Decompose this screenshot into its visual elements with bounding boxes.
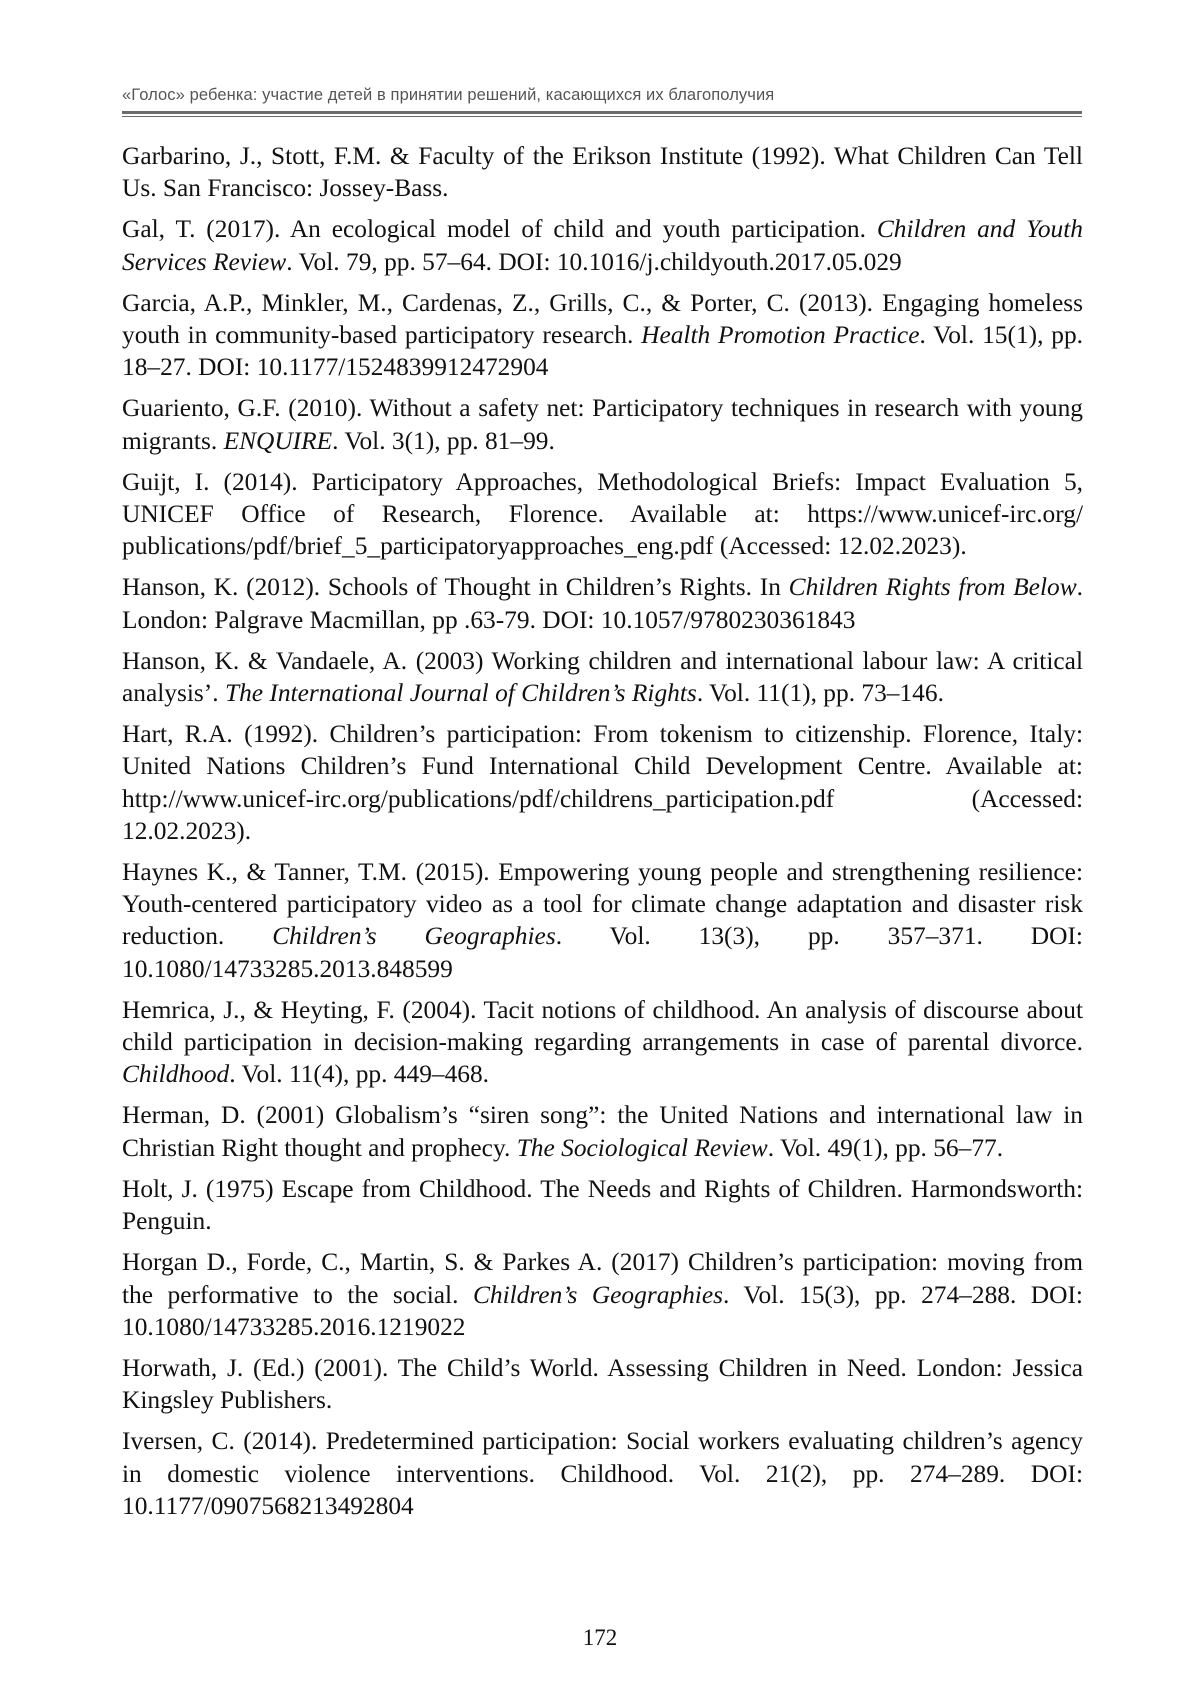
journal-title: Children’s Geographies xyxy=(472,1280,723,1309)
reference-entry xyxy=(122,1173,1083,1237)
journal-title: The Sociological Review xyxy=(516,1133,768,1162)
journal-title: Children Rights from Below xyxy=(788,573,1077,602)
reference-entry xyxy=(122,718,1083,847)
reference-details: . Vol. 15(3), pp. 274–288. DOI: 10.1080/14733285.2016.1219022 xyxy=(122,1280,1083,1341)
reference-text: Horwath, J. (Ed.) (2001). The Child’s World. Assessing Children in Need. London: Jessica Kingsley Publishers. xyxy=(122,1353,1083,1415)
reference-text: Hemrica, J., & Heyting, F. (2004). Tacit notions of childhood. An analysis of discourse about child participation in decision-making regarding arrangements in case of parental divorce. xyxy=(122,995,1083,1057)
reference-entry xyxy=(122,287,1083,384)
reference-text: Hanson, K. (2012). Schools of Thought in Children’s Rights. In xyxy=(122,573,789,602)
header-rule xyxy=(122,111,1082,114)
reference-entry xyxy=(122,994,1083,1091)
reference-text: Garbarino, J., Stott, F.M. & Faculty of the Erikson Institute (1992). What Children Can Tell Us. San Francisco: Jossey-Bass. xyxy=(122,142,1083,203)
reference-text: Horgan D., Forde, C., Martin, S. & Parkes A. (2017) Children’s participation: moving from the performative to the social. xyxy=(122,1248,1083,1309)
journal-title: Health Promotion Practice xyxy=(641,321,920,350)
reference-text: Guijt, I. (2014). Participatory Approaches, Methodological Briefs: Impact Evaluation 5, UNICEF Office of Research, Florence. Available at: https://www.unicef-irc.org/ publications/pdf/brief_5_participatoryapproaches_eng.pdf (Accessed: 12.02.2023). xyxy=(122,467,1083,561)
reference-details: . Vol. 49(1), pp. 56–77. xyxy=(767,1133,1004,1162)
reference-list xyxy=(122,140,1083,1531)
reference-text: Hart, R.A. (1992). Children’s participation: From tokenism to citizenship. Florence, Italy: United Nations Children’s Fund International Child Development Centre. Available at: http://www.unicef-irc.org/publications/pdf/childrens_participation.pdf (Accessed: 12.02.2023). xyxy=(122,720,1083,845)
reference-text: Iversen, C. (2014). Predetermined participation: Social workers evaluating children’s agency in domestic violence interventions. Childhood. Vol. 21(2), pp. 274–289. DOI: 10.1177/0907568213492804 xyxy=(122,1427,1083,1520)
reference-entry xyxy=(122,392,1083,456)
reference-entry xyxy=(122,1099,1083,1163)
journal-title: The International Journal of Children’s Rights xyxy=(224,679,697,708)
reference-details: . Vol. 3(1), pp. 81–99. xyxy=(332,426,555,455)
running-header: «Голос» ребенка: участие детей в принятии решений, касающихся их благополучия xyxy=(122,86,775,104)
reference-entry xyxy=(122,571,1083,635)
reference-details: . Vol. 11(1), pp. 73–146. xyxy=(696,679,944,708)
reference-text: Herman, D. (2001) Globalism’s “siren song”: the United Nations and international law in Christian Right thought and prophecy. xyxy=(122,1101,1083,1162)
reference-entry xyxy=(122,466,1083,563)
reference-entry xyxy=(122,645,1083,709)
reference-text: Gal, T. (2017). An ecological model of child and youth participation. xyxy=(122,215,877,244)
reference-text: Haynes K., & Tanner, T.M. (2015). Empowering young people and strengthening resilience: Youth-centered participatory video as a tool for climate change adaptation and disaster risk reduction. xyxy=(122,858,1083,951)
reference-details: . Vol. 15(1), pp. 18–27. DOI: 10.1177/1524839912472904 xyxy=(122,321,1083,382)
reference-details: . London: Palgrave Macmillan, pp .63-79. DOI: 10.1057/9780230361843 xyxy=(122,573,1083,634)
journal-title: ENQUIRE xyxy=(223,426,333,455)
reference-details: . Vol. 79, pp. 57–64. DOI: 10.1016/j.childyouth.2017.05.029 xyxy=(286,247,902,276)
reference-text: Holt, J. (1975) Escape from Childhood. The Needs and Rights of Children. Harmondsworth: Penguin. xyxy=(122,1174,1083,1236)
reference-entry xyxy=(122,1352,1083,1416)
reference-text: Guariento, G.F. (2010). Without a safety net: Participatory techniques in research with young migrants. xyxy=(122,394,1083,455)
reference-entry xyxy=(122,1246,1083,1343)
header-rule-thin xyxy=(122,116,1082,117)
reference-entry xyxy=(122,856,1083,985)
reference-details: . Vol. 13(3), pp. 357–371. DOI: 10.1080/14733285.2013.848599 xyxy=(122,922,1083,983)
reference-entry xyxy=(122,140,1083,204)
journal-title: Childhood xyxy=(122,1060,230,1089)
reference-entry xyxy=(122,1425,1083,1522)
reference-entry xyxy=(122,213,1083,277)
journal-title: Children and Youth Services Review xyxy=(122,215,1083,276)
journal-title: Children’s Geographies xyxy=(272,922,556,951)
reference-text: Garcia, A.P., Minkler, M., Cardenas, Z., Grills, C., & Porter, C. (2013). Engaging homeless youth in community-based participatory research. xyxy=(122,288,1083,350)
reference-text: Hanson, K. & Vandaele, A. (2003) Working children and international labour law: A critical analysis’. xyxy=(122,646,1083,708)
reference-details: . Vol. 11(4), pp. 449–468. xyxy=(229,1060,490,1089)
page-number: 172 xyxy=(582,1625,618,1650)
